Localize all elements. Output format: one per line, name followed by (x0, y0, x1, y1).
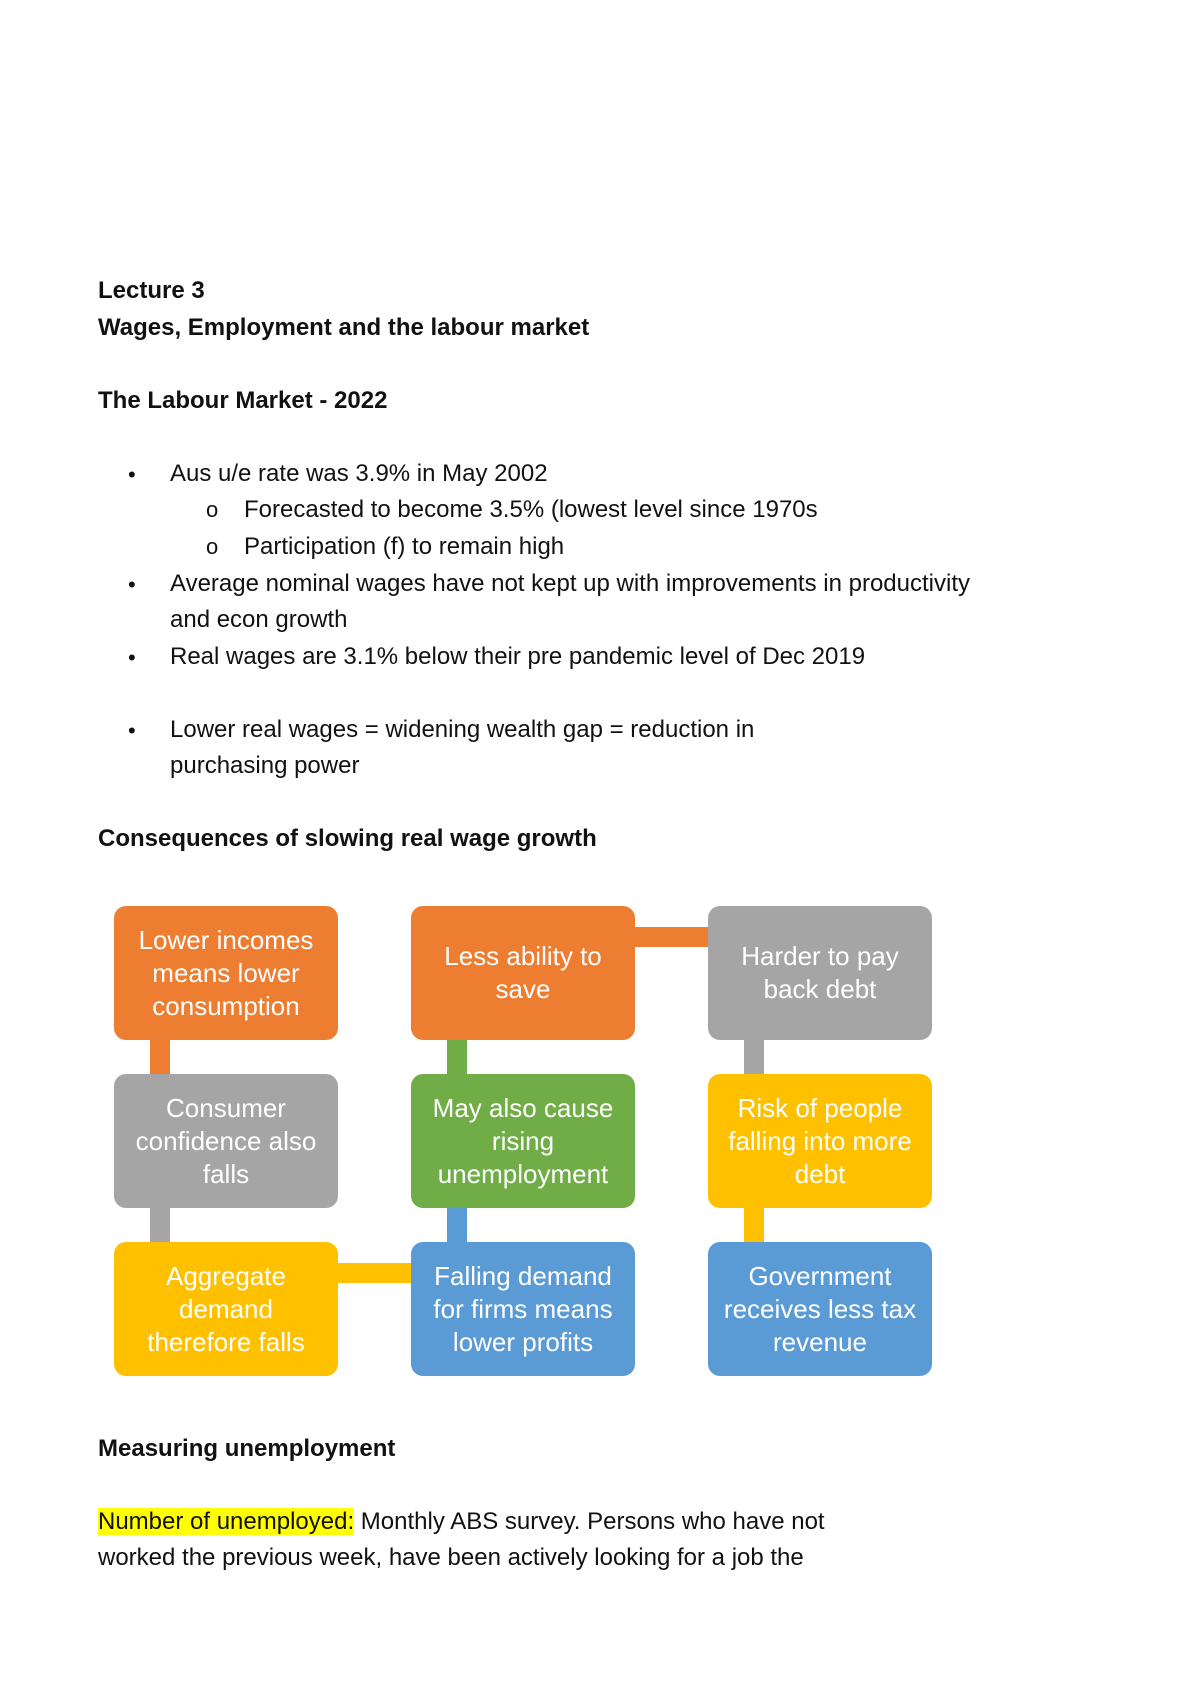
diagram-box-consumer-confidence: Consumer confidence also falls (114, 1074, 338, 1208)
definition-continued: worked the previous week, have been actively looking for a job the (98, 1544, 804, 1571)
sub-bullet-marker: o (206, 497, 219, 522)
definition-paragraph (98, 1505, 825, 1539)
section-title-consequences: Consequences of slowing real wage growth (98, 825, 597, 852)
diagram-box-rising-unemployment: May also cause rising unemployment (411, 1074, 635, 1208)
connector-line (447, 1203, 467, 1243)
diagram-box-lower-incomes: Lower incomes means lower consumption (114, 906, 338, 1040)
connector-line (336, 1263, 412, 1283)
bullet-marker: • (128, 645, 136, 670)
diagram-box-falling-demand: Falling demand for firms means lower profits (411, 1242, 635, 1376)
bullet-marker: • (128, 572, 136, 597)
lecture-number: Lecture 3 (98, 277, 205, 304)
diagram-box-less-tax-revenue: Government receives less tax revenue (708, 1242, 932, 1376)
highlighted-term: Number of unemployed: (98, 1508, 355, 1535)
bullet-item: Aus u/e rate was 3.9% in May 2002 (170, 460, 548, 487)
sub-bullet-item: Forecasted to become 3.5% (lowest level since 1970s (244, 496, 818, 523)
diagram-box-harder-pay-debt: Harder to pay back debt (708, 906, 932, 1040)
connector-line (150, 1035, 170, 1075)
diagram-box-aggregate-demand: Aggregate demand therefore falls (114, 1242, 338, 1376)
bullet-item: Average nominal wages have not kept up with improvements in productivity and econ growth (170, 570, 970, 633)
definition-text: Monthly ABS survey. Persons who have not (354, 1508, 825, 1535)
bullet-item: Lower real wages = widening wealth gap = reduction in purchasing power (170, 716, 755, 779)
connector-line (634, 927, 710, 947)
section-title-labour-market: The Labour Market - 2022 (98, 387, 388, 414)
section-title-measuring-unemployment: Measuring unemployment (98, 1435, 396, 1462)
bullet-item: Real wages are 3.1% below their pre pandemic level of Dec 2019 (170, 643, 866, 670)
sub-bullet-item: Participation (f) to remain high (244, 533, 565, 560)
diagram-box-more-debt: Risk of people falling into more debt (708, 1074, 932, 1208)
bullet-marker: • (128, 718, 136, 743)
connector-line (150, 1203, 170, 1243)
connector-line (744, 1035, 764, 1075)
sub-bullet-marker: o (206, 534, 219, 559)
connector-line (744, 1203, 764, 1243)
lecture-title: Wages, Employment and the labour market (98, 314, 590, 341)
connector-line (447, 1035, 467, 1075)
bullet-marker: • (128, 462, 136, 487)
diagram-box-less-ability-save: Less ability to save (411, 906, 635, 1040)
